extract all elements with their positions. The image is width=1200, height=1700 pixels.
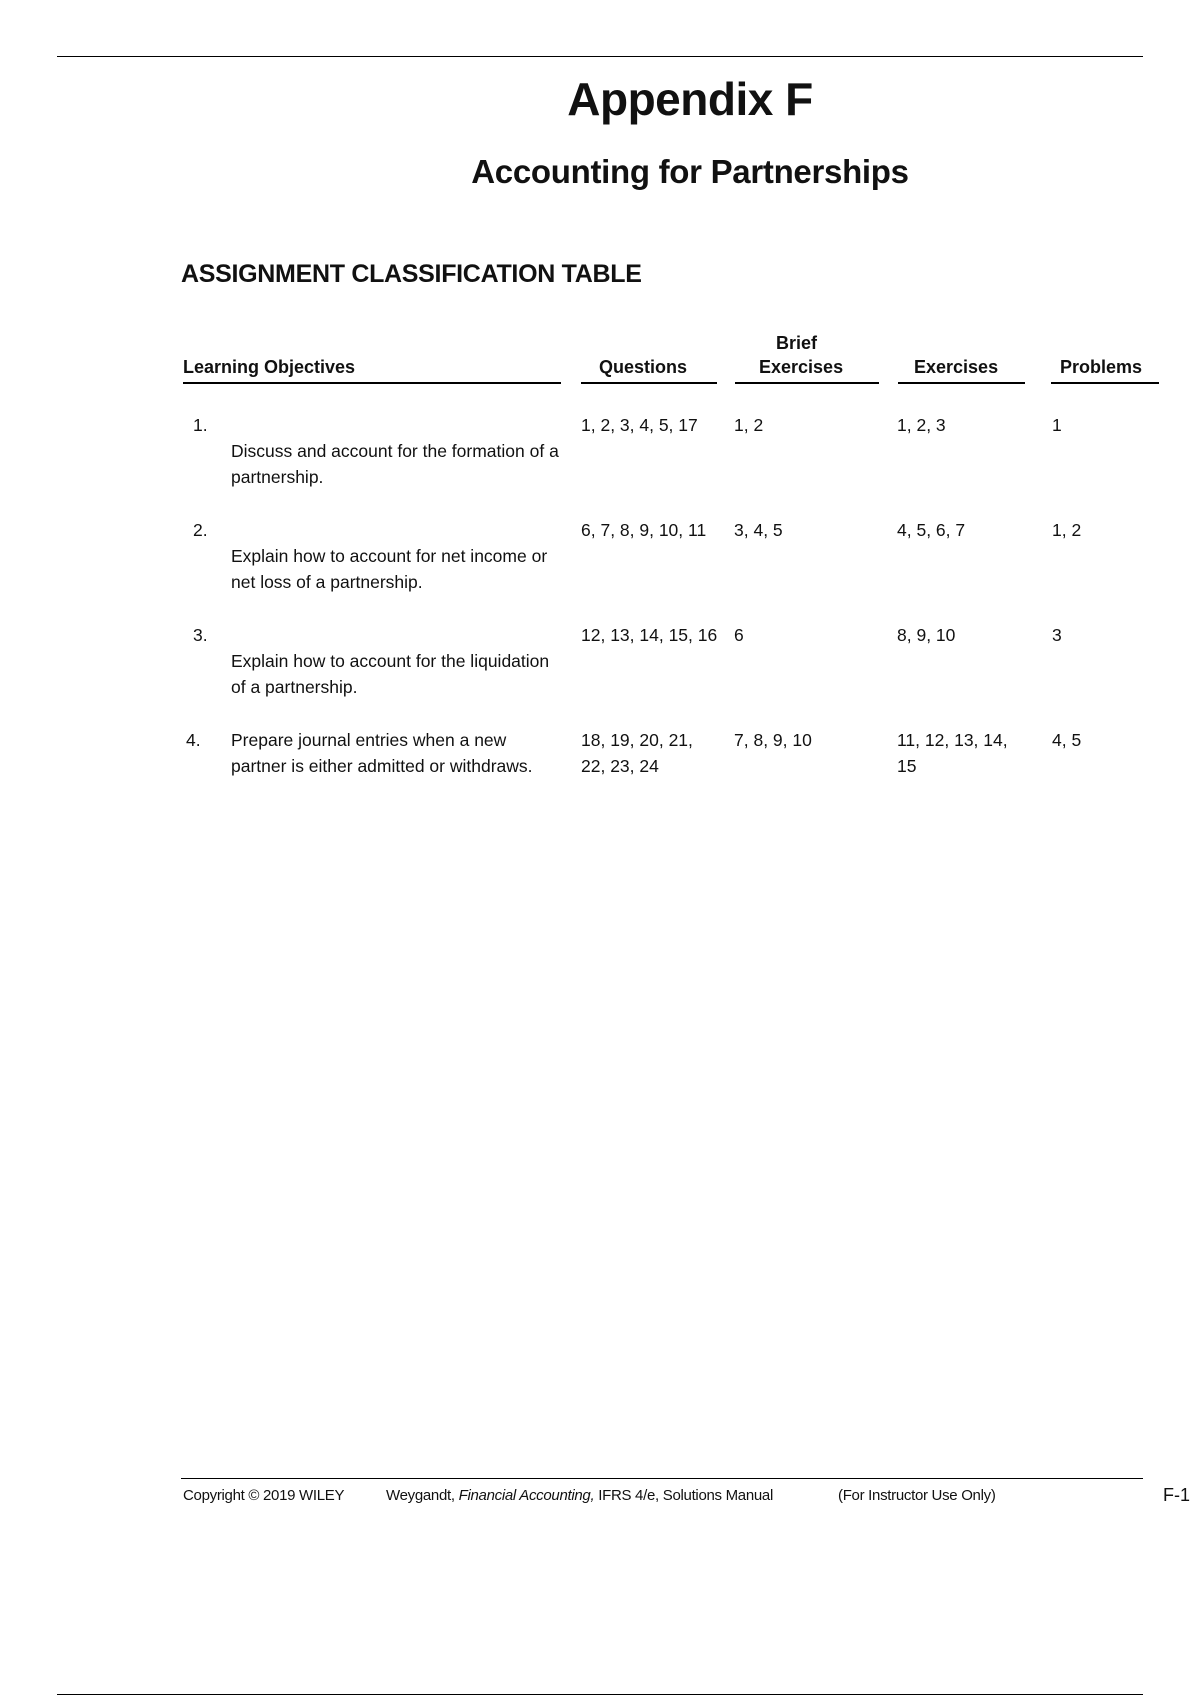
header-underline-problems — [1051, 382, 1159, 384]
row-3-problems: 3 — [1052, 625, 1062, 645]
row-1-number: 1. — [193, 415, 208, 435]
row-3-brief: 6 — [734, 625, 744, 645]
top-rule — [57, 56, 1143, 57]
row-1-brief: 1, 2 — [734, 415, 764, 435]
page-subtitle: Accounting for Partnerships — [471, 153, 909, 190]
page-number: F-1 — [1163, 1485, 1190, 1505]
row-4-brief: 7, 8, 9, 10 — [734, 730, 812, 750]
header-problems: Problems — [1060, 357, 1143, 377]
footer-author: Weygandt, — [386, 1487, 455, 1504]
row-3-questions: 12, 13, 14, 15, 16 — [581, 625, 718, 645]
row-1-objective: Discuss and account for the formation of a partnership. — [231, 441, 559, 487]
header-brief-line1: Brief — [776, 333, 818, 353]
row-4-problems: 4, 5 — [1052, 730, 1082, 750]
header-exercises: Exercises — [914, 357, 999, 377]
header-underline-exercises — [898, 382, 1025, 384]
footer-edition: IFRS 4/e, Solutions Manual — [598, 1487, 774, 1504]
header-underline-questions — [581, 382, 717, 384]
row-3-objective: Explain how to account for the liquidation of a partnership. — [231, 651, 550, 697]
header-underline-objectives — [183, 382, 561, 384]
bottom-rule — [57, 1694, 1143, 1695]
row-2-brief: 3, 4, 5 — [734, 520, 783, 540]
footer-citation — [386, 1487, 773, 1504]
row-2-number: 2. — [193, 520, 208, 540]
row-4-number: 4. — [186, 730, 201, 750]
header-brief-line2: Exercises — [759, 357, 844, 377]
row-4-objective: Prepare journal entries when a new partner is either admitted or withdraws. — [231, 730, 533, 776]
footer-rule — [181, 1478, 1143, 1479]
row-3-number: 3. — [193, 625, 208, 645]
header-underline-brief — [735, 382, 879, 384]
footer-note: (For Instructor Use Only) — [838, 1487, 996, 1504]
footer-book-title: Financial Accounting, — [458, 1487, 595, 1504]
header-learning-objectives: Learning Objectives — [183, 357, 356, 377]
row-2-problems: 1, 2 — [1052, 520, 1082, 540]
row-2-objective: Explain how to account for net income or net loss of a partnership. — [231, 546, 548, 592]
row-2-questions: 6, 7, 8, 9, 10, 11 — [581, 520, 707, 540]
row-4-questions: 18, 19, 20, 21, 22, 23, 24 — [581, 730, 693, 776]
row-2-exercises: 4, 5, 6, 7 — [897, 520, 966, 540]
row-4-exercises: 11, 12, 13, 14, 15 — [897, 730, 1008, 776]
row-3-exercises: 8, 9, 10 — [897, 625, 956, 645]
footer-copyright: Copyright © 2019 WILEY — [183, 1487, 345, 1504]
section-heading: ASSIGNMENT CLASSIFICATION TABLE — [181, 260, 642, 288]
row-1-exercises: 1, 2, 3 — [897, 415, 946, 435]
header-questions: Questions — [599, 357, 688, 377]
page-title: Appendix F — [567, 73, 813, 125]
row-1-problems: 1 — [1052, 415, 1062, 435]
row-1-questions: 1, 2, 3, 4, 5, 17 — [581, 415, 698, 435]
